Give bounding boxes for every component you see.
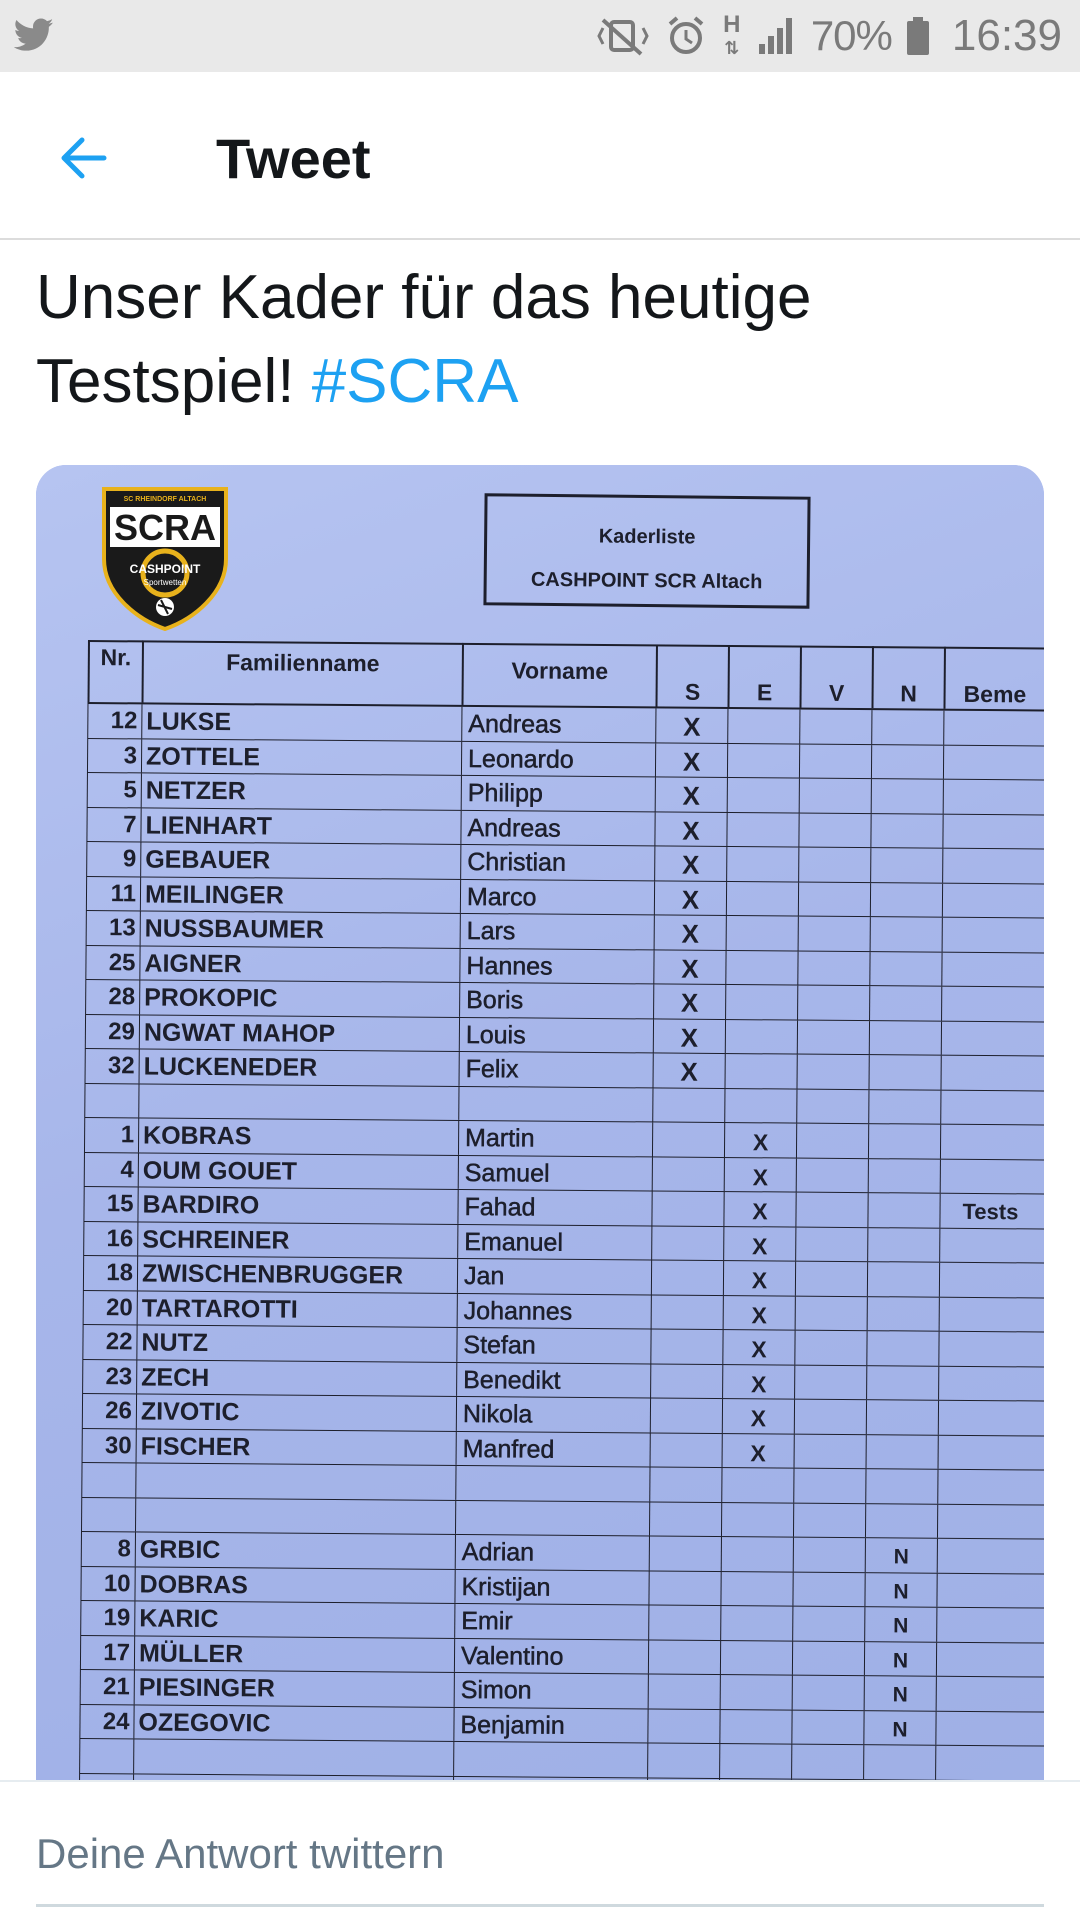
cell-s [651, 1295, 723, 1329]
cell-s [649, 1467, 721, 1501]
cell-v [799, 744, 871, 778]
cell-bem [939, 1297, 1044, 1332]
cell-v [796, 1124, 868, 1158]
cell-v [798, 813, 870, 847]
cell-nr: 23 [82, 1359, 136, 1393]
cell-v [794, 1400, 866, 1434]
cell-e [726, 813, 798, 847]
clock: 16:39 [951, 11, 1062, 60]
cell-v [795, 1193, 867, 1227]
cell-n [866, 1400, 938, 1434]
cell-nr: 13 [86, 911, 140, 945]
cell-bem [938, 1435, 1044, 1470]
cell-bem: Tests [939, 1194, 1044, 1229]
alarm-icon [665, 15, 707, 57]
cell-bem [939, 1228, 1044, 1263]
cell-bem [935, 1746, 1044, 1780]
cell-vor: Felix [459, 1052, 653, 1087]
cell-fam: PIESINGER [134, 1670, 454, 1706]
cell-e: X [723, 1227, 795, 1261]
status-bar [0, 0, 1080, 72]
scra-logo [98, 481, 232, 631]
cell-bem [940, 1090, 1044, 1125]
cell-nr: 32 [85, 1049, 139, 1083]
cell-vor: Emanuel [457, 1224, 651, 1259]
cell-nr: 24 [79, 1704, 133, 1738]
cell-vor: Philipp [461, 776, 655, 811]
cell-vor: Manfred [456, 1431, 650, 1466]
cell-nr: 16 [83, 1221, 137, 1255]
cell-n [865, 1504, 937, 1538]
cell-e [720, 1571, 792, 1605]
cell-s [649, 1502, 721, 1536]
cell-fam: BARDIRO [137, 1187, 457, 1223]
cell-n [865, 1469, 937, 1503]
cell-fam: AIGNER [139, 946, 459, 982]
cell-n [870, 848, 942, 882]
cell-bem [941, 1021, 1044, 1056]
cell-fam [133, 1739, 453, 1775]
cell-v [799, 779, 871, 813]
cell-e [721, 1468, 793, 1502]
cell-bem [936, 1642, 1044, 1677]
cell-nr: 22 [82, 1325, 136, 1359]
cell-nr: 15 [83, 1187, 137, 1221]
cell-fam: ZWISCHENBRUGGER [137, 1256, 457, 1292]
reply-underline [36, 1904, 1044, 1907]
cell-s: X [655, 708, 727, 742]
cell-e [720, 1606, 792, 1640]
cell-e [725, 1020, 797, 1054]
cell-fam [138, 1084, 458, 1120]
battery-icon [906, 16, 930, 56]
cell-v [798, 848, 870, 882]
col-nr: Nr. [88, 640, 142, 702]
cell-v [794, 1331, 866, 1365]
cell-nr: 21 [80, 1670, 134, 1704]
cell-n [870, 883, 942, 917]
cell-s [650, 1329, 722, 1363]
cell-fam: ZOTTELE [141, 739, 461, 775]
cell-bem [937, 1470, 1044, 1505]
cell-fam: NUTZ [136, 1325, 456, 1361]
status-icons [595, 10, 1062, 62]
cell-bem [943, 745, 1044, 780]
cell-nr: 12 [87, 704, 141, 738]
cell-n [869, 1021, 941, 1055]
cell-s [649, 1536, 721, 1570]
cell-nr: 20 [83, 1290, 137, 1324]
cell-s [648, 1605, 720, 1639]
col-e: E [727, 645, 799, 708]
twitter-bird-icon [14, 18, 54, 52]
cell-v [792, 1572, 864, 1606]
cell-nr: 17 [80, 1635, 134, 1669]
reply-bar [0, 1780, 1080, 1920]
cell-s [648, 1640, 720, 1674]
cell-v [797, 1020, 869, 1054]
cell-bem [942, 918, 1044, 953]
cell-n: N [864, 1607, 936, 1641]
cell-s [652, 1157, 724, 1191]
cell-vor: Martin [458, 1121, 652, 1156]
cell-n [869, 1055, 941, 1089]
cell-vor: Hannes [459, 948, 653, 983]
cell-nr: 11 [86, 876, 140, 910]
cell-fam: ZECH [136, 1360, 456, 1396]
cell-fam: TARTAROTTI [137, 1291, 457, 1327]
cell-e [721, 1503, 793, 1537]
cell-e [725, 1054, 797, 1088]
battery-percent: 70% [810, 12, 892, 59]
cell-n [871, 745, 943, 779]
cell-nr: 3 [87, 738, 141, 772]
cell-bem [940, 1125, 1044, 1160]
cell-bem [936, 1573, 1044, 1608]
cell-v [791, 1710, 863, 1744]
cell-nr: 18 [83, 1256, 137, 1290]
cell-vor: Louis [459, 1017, 653, 1052]
cell-fam: PROKOPIC [139, 980, 459, 1016]
cell-vor: Valentino [454, 1638, 648, 1673]
hashtag-link[interactable]: #SCRA [311, 347, 519, 416]
cell-bem [936, 1608, 1044, 1643]
cell-n [867, 1297, 939, 1331]
cell-v [793, 1469, 865, 1503]
cell-e [726, 847, 798, 881]
cell-v [795, 1227, 867, 1261]
squad-rows [79, 704, 1044, 1780]
cell-vor: Benedikt [456, 1362, 650, 1397]
cell-nr: 9 [86, 842, 140, 876]
cell-s [650, 1433, 722, 1467]
cell-n [863, 1745, 935, 1779]
cell-e: X [724, 1123, 796, 1157]
cell-fam [135, 1498, 455, 1534]
cell-vor: Jan [457, 1259, 651, 1294]
signal-icon [757, 16, 797, 56]
cell-e: X [723, 1192, 795, 1226]
cell-fam [135, 1463, 455, 1499]
cell-s [650, 1364, 722, 1398]
data-h-icon: H ⇅ [723, 10, 741, 58]
col-v: V [799, 646, 871, 709]
kaderliste-sheet [36, 465, 1044, 1780]
cell-e [719, 1744, 791, 1778]
cell-e [720, 1640, 792, 1674]
cell-nr: 28 [85, 980, 139, 1014]
cell-vor: Nikola [456, 1397, 650, 1432]
cell-fam: GRBIC [135, 1532, 455, 1568]
cell-vor: Emir [454, 1604, 648, 1639]
cell-n [868, 1090, 940, 1124]
cell-s [650, 1398, 722, 1432]
cell-s: X [654, 915, 726, 949]
cell-v [798, 882, 870, 916]
cell-vor: Christian [460, 845, 654, 880]
cell-e [719, 1709, 791, 1743]
cell-vor: Stefan [456, 1328, 650, 1363]
cell-vor: Kristijan [454, 1569, 648, 1604]
arrow-left-icon[interactable] [52, 126, 116, 190]
cell-bem [942, 814, 1044, 849]
cell-n [866, 1435, 938, 1469]
cell-s [648, 1571, 720, 1605]
cell-vor: Fahad [457, 1190, 651, 1225]
cell-fam: NGWAT MAHOP [139, 1015, 459, 1051]
cell-fam: LIENHART [140, 808, 460, 844]
cell-e [727, 709, 799, 743]
cell-vor: Johannes [457, 1293, 651, 1328]
cell-s [651, 1226, 723, 1260]
cell-e: X [723, 1296, 795, 1330]
cell-vor [453, 1742, 647, 1777]
top-app-bar [0, 72, 1080, 240]
cell-n: N [865, 1538, 937, 1572]
cell-fam: DOBRAS [134, 1567, 454, 1603]
cell-s [652, 1088, 724, 1122]
cell-bem [943, 711, 1044, 746]
cell-s: X [654, 812, 726, 846]
cell-vor: Samuel [458, 1155, 652, 1190]
cell-bem [937, 1539, 1044, 1574]
cell-n [869, 952, 941, 986]
cell-fam: NETZER [141, 773, 461, 809]
cell-nr: 26 [82, 1394, 136, 1428]
cell-vor [455, 1500, 649, 1535]
svg-text:SCRA: SCRA [113, 507, 217, 548]
cell-e [726, 916, 798, 950]
cell-nr [84, 1083, 138, 1117]
cell-vor: Benjamin [453, 1707, 647, 1742]
col-bemerkung: Beme [943, 647, 1044, 711]
cell-fam: SCHREINER [137, 1222, 457, 1258]
cell-e: X [722, 1330, 794, 1364]
cell-v [798, 917, 870, 951]
cell-vor: Andreas [460, 810, 654, 845]
cell-n [867, 1193, 939, 1227]
squad-table [88, 640, 1044, 1741]
cell-bem [940, 1159, 1044, 1194]
page-title: Tweet [216, 127, 371, 190]
cell-n: N [864, 1642, 936, 1676]
cell-v [794, 1434, 866, 1468]
cell-fam: OUM GOUET [138, 1153, 458, 1189]
cell-n [871, 779, 943, 813]
cell-v [795, 1262, 867, 1296]
club-name: CASHPOINT SCR Altach [530, 568, 763, 594]
cell-n [870, 917, 942, 951]
cell-bem [935, 1711, 1044, 1746]
cell-s [647, 1709, 719, 1743]
kaderliste-box [483, 493, 810, 608]
cell-fam: FISCHER [136, 1429, 456, 1465]
cell-bem [943, 780, 1044, 815]
cell-vor: Andreas [461, 707, 655, 742]
cell-v [796, 1089, 868, 1123]
cell-bem [938, 1401, 1044, 1436]
cell-e [727, 744, 799, 778]
cell-s [651, 1191, 723, 1225]
cell-s: X [655, 777, 727, 811]
cell-nr: 29 [85, 1014, 139, 1048]
cell-n [866, 1331, 938, 1365]
cell-nr: 4 [84, 1152, 138, 1186]
kaderliste-title: Kaderliste [598, 525, 696, 549]
svg-text:CASHPOINT: CASHPOINT [129, 562, 201, 576]
cell-bem [938, 1366, 1044, 1401]
cell-fam: KOBRAS [138, 1118, 458, 1154]
cell-nr [81, 1463, 135, 1497]
cell-fam: KARIC [134, 1601, 454, 1637]
cell-s: X [653, 950, 725, 984]
cell-v [792, 1641, 864, 1675]
tweet-photo[interactable] [36, 465, 1044, 1780]
cell-v [797, 986, 869, 1020]
reply-input[interactable]: Deine Antwort twittern [36, 1830, 445, 1877]
cell-n: N [864, 1676, 936, 1710]
col-n: N [871, 646, 943, 709]
cell-s: X [653, 984, 725, 1018]
cell-v [792, 1676, 864, 1710]
cell-s [651, 1260, 723, 1294]
cell-v [799, 710, 871, 744]
vibrate-mute-icon [595, 16, 651, 56]
cell-nr [81, 1497, 135, 1531]
cell-bem [936, 1677, 1044, 1712]
cell-e [725, 985, 797, 1019]
cell-v [793, 1538, 865, 1572]
cell-e [726, 882, 798, 916]
cell-bem [941, 952, 1044, 987]
cell-fam: NUSSBAUMER [140, 911, 460, 947]
cell-v [797, 951, 869, 985]
cell-v [794, 1365, 866, 1399]
cell-n [869, 986, 941, 1020]
cell-e [720, 1675, 792, 1709]
cell-v [796, 1158, 868, 1192]
cell-nr: 30 [82, 1428, 136, 1462]
cell-vor: Leonardo [461, 741, 655, 776]
cell-fam: GEBAUER [140, 842, 460, 878]
cell-nr: 1 [84, 1118, 138, 1152]
cell-fam: ZIVOTIC [136, 1394, 456, 1430]
cell-nr [79, 1739, 133, 1773]
cell-bem [940, 1056, 1044, 1091]
cell-n [868, 1159, 940, 1193]
cell-n [867, 1262, 939, 1296]
cell-vor: Marco [460, 879, 654, 914]
cell-n [866, 1366, 938, 1400]
cell-nr: 7 [86, 807, 140, 841]
cell-nr: 19 [80, 1601, 134, 1635]
cell-e: X [722, 1399, 794, 1433]
cell-v [791, 1745, 863, 1779]
col-s: S [655, 644, 727, 707]
cell-bem [941, 987, 1044, 1022]
cell-fam: LUCKENEDER [139, 1049, 459, 1085]
cell-v [795, 1296, 867, 1330]
cell-v [793, 1503, 865, 1537]
cell-nr: 8 [81, 1532, 135, 1566]
cell-e [721, 1537, 793, 1571]
cell-e: X [723, 1261, 795, 1295]
svg-text:SC RHEINDORF ALTACH: SC RHEINDORF ALTACH [123, 496, 207, 503]
cell-v [797, 1055, 869, 1089]
cell-e [724, 1089, 796, 1123]
cell-s: X [655, 743, 727, 777]
cell-fam: OZEGOVIC [133, 1705, 453, 1741]
col-familienname: Familienname [142, 640, 462, 705]
cell-s: X [653, 1019, 725, 1053]
cell-bem [937, 1504, 1044, 1539]
col-vorname: Vorname [462, 643, 656, 707]
tweet-body: Unser Kader für das heutige Testspiel! [36, 263, 812, 416]
cell-vor [458, 1086, 652, 1121]
cell-vor: Lars [460, 914, 654, 949]
cell-bem [938, 1332, 1044, 1367]
cell-n [870, 814, 942, 848]
cell-s [652, 1122, 724, 1156]
cell-vor: Simon [454, 1673, 648, 1708]
cell-v [792, 1607, 864, 1641]
cell-vor: Adrian [455, 1535, 649, 1570]
cell-n: N [863, 1711, 935, 1745]
cell-bem [942, 883, 1044, 918]
tweet-text [36, 256, 1046, 424]
cell-fam: LUKSE [141, 704, 461, 740]
cell-nr: 25 [85, 945, 139, 979]
cell-s: X [654, 881, 726, 915]
cell-fam: MÜLLER [134, 1636, 454, 1672]
cell-n [867, 1228, 939, 1262]
cell-bem [942, 849, 1044, 884]
cell-e: X [724, 1158, 796, 1192]
cell-n: N [864, 1573, 936, 1607]
cell-e [727, 778, 799, 812]
cell-nr: 10 [80, 1566, 134, 1600]
cell-e: X [722, 1434, 794, 1468]
cell-s: X [653, 1053, 725, 1087]
cell-s: X [654, 846, 726, 880]
cell-vor [455, 1466, 649, 1501]
cell-e: X [722, 1365, 794, 1399]
cell-vor: Boris [459, 983, 653, 1018]
cell-nr: 5 [87, 773, 141, 807]
cell-e [725, 951, 797, 985]
cell-bem [939, 1263, 1044, 1298]
svg-text:Sportwetten: Sportwetten [143, 578, 187, 587]
cell-n [871, 710, 943, 744]
cell-fam: MEILINGER [140, 877, 460, 913]
cell-s [648, 1674, 720, 1708]
cell-n [868, 1124, 940, 1158]
cell-s [647, 1743, 719, 1777]
